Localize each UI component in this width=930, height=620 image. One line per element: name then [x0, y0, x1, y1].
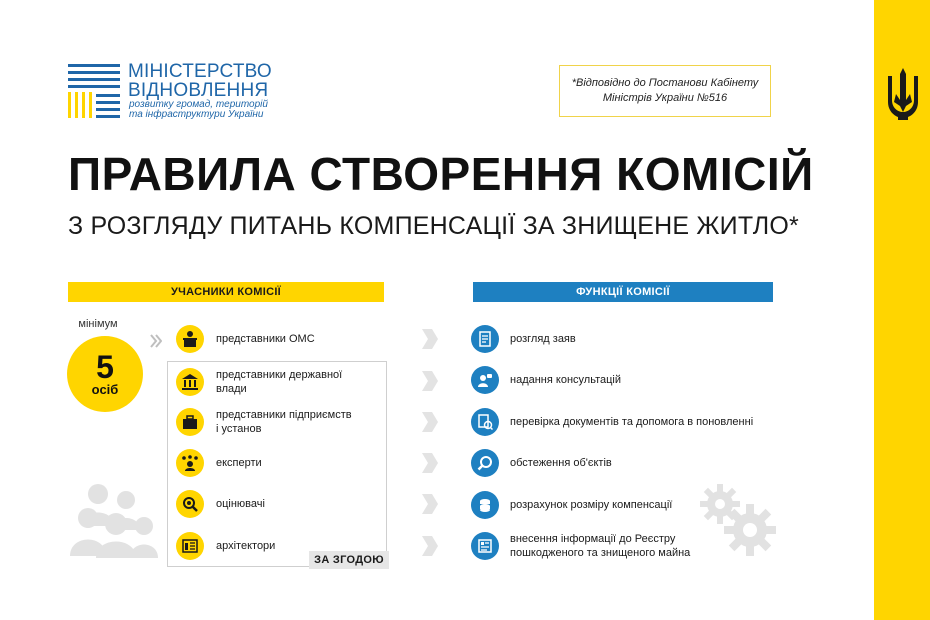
- function-row-calculation: [471, 491, 672, 519]
- trident-coat-of-arms-icon: [884, 66, 922, 122]
- logo-subtitle-line1: розвитку громад, територій: [129, 99, 268, 110]
- minimum-members-badge: [67, 336, 143, 412]
- chevron-right-icon: [420, 492, 440, 516]
- consent-tag: ЗА ЗГОДОЮ: [309, 551, 389, 569]
- people-group-icon: [68, 482, 158, 558]
- member-label: експерти: [216, 457, 262, 469]
- minimum-label: мінімум: [78, 318, 118, 330]
- minimum-unit: осіб: [91, 382, 119, 397]
- member-label: оцінювачі: [216, 498, 265, 510]
- member-label: архітектори: [216, 540, 276, 552]
- inspection-magnifier-icon: [471, 449, 499, 477]
- document-check-icon: [471, 408, 499, 436]
- double-chevron-right-icon: [150, 333, 162, 349]
- member-label: представники підприємств і установ: [216, 409, 352, 435]
- member-row-oms: [176, 325, 315, 353]
- function-row-inspection: [471, 449, 612, 477]
- function-row-consultations: [471, 366, 621, 394]
- chevron-right-icon: [420, 410, 440, 434]
- members-section-header: УЧАСНИКИ КОМІСІЇ: [68, 282, 384, 302]
- registry-document-icon: [471, 532, 499, 560]
- member-label: представники ОМС: [216, 333, 315, 345]
- gears-icon: [698, 482, 776, 558]
- coins-calculation-icon: [471, 491, 499, 519]
- function-label: надання консультацій: [510, 374, 621, 386]
- function-label: розгляд заяв: [510, 333, 576, 345]
- logo-title-line2: ВІДНОВЛЕННЯ: [128, 80, 269, 101]
- chevron-right-icon: [420, 327, 440, 351]
- consultation-icon: [471, 366, 499, 394]
- application-form-icon: [471, 325, 499, 353]
- function-row-applications: [471, 325, 576, 353]
- stars-person-icon: [176, 449, 204, 477]
- chevron-right-icon: [420, 534, 440, 558]
- member-row-architects: [176, 532, 275, 560]
- member-row-appraisers: [176, 490, 265, 518]
- speaker-podium-icon: [176, 325, 204, 353]
- chevron-right-icon: [420, 451, 440, 475]
- function-label: внесення інформації до Реєстру пошкодженого та знищеного майна: [510, 533, 691, 559]
- page-subtitle: З РОЗГЛЯДУ ПИТАНЬ КОМПЕНСАЦІЇ ЗА ЗНИЩЕНЕ ЖИТЛО*: [68, 212, 799, 240]
- function-row-registry: [471, 532, 690, 560]
- function-label: обстеження об'єктів: [510, 457, 612, 469]
- function-label: перевірка документів та допомога в поновленні: [510, 416, 754, 428]
- minimum-value: 5: [96, 349, 114, 385]
- legal-note-line1: *Відповідно до Постанови Кабінету: [571, 77, 759, 89]
- legal-note-box: [559, 65, 771, 117]
- blueprint-icon: [176, 532, 204, 560]
- chevron-right-icon: [420, 369, 440, 393]
- ministry-logo-icon: [68, 64, 120, 118]
- member-row-enterprises: [176, 408, 352, 436]
- member-row-experts: [176, 449, 262, 477]
- logo-title-line1: МІНІСТЕРСТВО: [128, 61, 272, 82]
- function-row-documents: [471, 408, 753, 436]
- government-building-icon: [176, 368, 204, 396]
- page-title: ПРАВИЛА СТВОРЕННЯ КОМІСІЙ: [68, 148, 814, 200]
- member-label: представники державної влади: [216, 369, 343, 395]
- member-row-state: [176, 368, 342, 396]
- logo-subtitle-line2: та інфраструктури України: [129, 109, 264, 120]
- legal-note-line2: Міністрів України №516: [602, 92, 728, 104]
- functions-section-header: ФУНКЦІЇ КОМІСІЇ: [473, 282, 773, 302]
- briefcase-icon: [176, 408, 204, 436]
- magnifier-coin-icon: [176, 490, 204, 518]
- function-label: розрахунок розміру компенсації: [510, 499, 673, 511]
